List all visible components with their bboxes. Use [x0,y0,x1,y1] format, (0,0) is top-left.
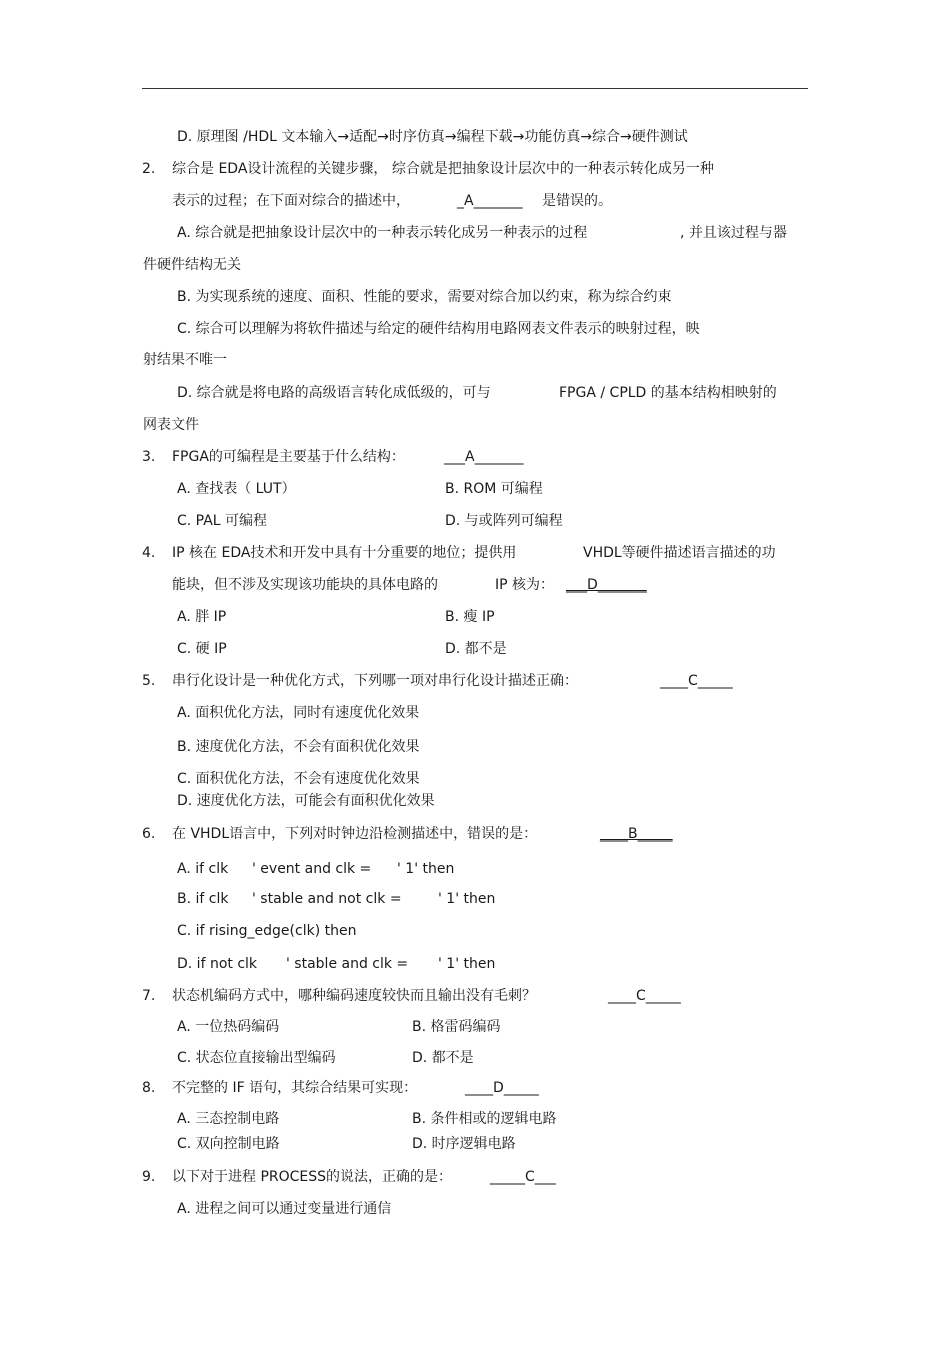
q7-number: 7. [142,988,156,1004]
q5-option-d: D. 速度优化方法，可能会有面积优化效果 [177,793,435,809]
q9-option-a: A. 进程之间可以通过变量进行通信 [177,1201,392,1217]
q4-option-c: C. 硬 IP [177,641,227,657]
q3-option-a: A. 查找表（ LUT） [177,481,296,497]
q7-option-c: C. 状态位直接输出型编码 [177,1050,336,1066]
q6-option-b-part3: ' 1' then [438,891,496,907]
q6-option-b-part2: ' stable and not clk = [252,891,402,907]
q8-number: 8. [142,1080,156,1096]
q2-answer: _A_______ [457,193,523,209]
q5-number: 5. [142,673,156,689]
q4-stem-line2-mid: IP 核为： [495,577,555,593]
q6-option-b-part1: B. if clk [177,891,229,907]
q3-answer: ___A_______ [444,449,524,465]
q3-option-d: D. 与或阵列可编程 [445,513,563,529]
q2-option-d-cont: 网表文件 [143,417,199,433]
q4-answer: ___D_______ [566,577,647,593]
q5-stem: 串行化设计是一种优化方式，下列哪一项对串行化设计描述正确： [172,673,578,689]
q5-option-c: C. 面积优化方法，不会有速度优化效果 [177,771,420,787]
q7-option-b: B. 格雷码编码 [412,1019,501,1035]
q2-option-a-tail: , 并且该过程与器 [680,225,787,241]
q7-option-a: A. 一位热码编码 [177,1019,280,1035]
q6-answer: ____B_____ [600,826,673,842]
q4-option-a: A. 胖 IP [177,609,227,625]
q7-stem: 状态机编码方式中，哪种编码速度较快而且输出没有毛刺？ [172,988,536,1004]
q2-stem-line2: 表示的过程；在下面对综合的描述中， [172,193,410,209]
q4-option-d: D. 都不是 [445,641,507,657]
q2-option-a-cont: 件硬件结构无关 [143,257,241,273]
q6-option-d-part1: D. if not clk [177,956,258,972]
q5-option-b: B. 速度优化方法，不会有面积优化效果 [177,739,420,755]
q2-option-c-cont: 射结果不唯一 [143,352,227,368]
q3-stem: FPGA的可编程是主要基于什么结构： [172,449,405,465]
q4-stem-line1-tail: VHDL等硬件描述语言描述的功 [583,545,776,561]
q9-answer: _____C___ [490,1169,556,1185]
q4-stem-line2: 能块，但不涉及实现该功能块的具体电路的 [172,577,438,593]
header-rule [142,88,808,89]
q3-option-b: B. ROM 可编程 [445,481,543,497]
q6-stem: 在 VHDL语言中，下列对时钟边沿检测描述中，错误的是： [172,826,538,842]
q2-option-d-tail: FPGA / CPLD 的基本结构相映射的 [559,385,777,401]
q6-option-c: C. if rising_edge(clk) then [177,923,357,939]
q1-option-d: D. 原理图 /HDL 文本输入→适配→时序仿真→编程下载→功能仿真→综合→硬件测试 [177,129,688,145]
q5-answer: ____C_____ [660,673,733,689]
q2-option-c: C. 综合可以理解为将软件描述与给定的硬件结构用电路网表文件表示的映射过程，映 [177,321,700,337]
q2-option-b: B. 为实现系统的速度、面积、性能的要求，需要对综合加以约束，称为综合约束 [177,289,672,305]
q2-number: 2. [142,161,156,177]
q8-option-d: D. 时序逻辑电路 [412,1136,516,1152]
q2-option-d: D. 综合就是将电路的高级语言转化成低级的，可与 [177,385,491,401]
q4-option-b: B. 瘦 IP [445,609,495,625]
q7-answer: ____C_____ [608,988,681,1004]
q9-stem: 以下对于进程 PROCESS的说法，正确的是： [172,1169,453,1185]
q9-number: 9. [142,1169,156,1185]
q2-option-a: A. 综合就是把抽象设计层次中的一种表示转化成另一种表示的过程 [177,225,588,241]
q8-option-a: A. 三态控制电路 [177,1111,280,1127]
q8-option-c: C. 双向控制电路 [177,1136,280,1152]
q2-stem-line1: 综合是 EDA设计流程的关键步骤， 综合就是把抽象设计层次中的一种表示转化成另一种 [172,161,714,177]
q8-option-b: B. 条件相或的逻辑电路 [412,1111,557,1127]
q3-option-c: C. PAL 可编程 [177,513,268,529]
q6-option-a-part2: ' event and clk = [252,861,372,877]
q2-stem-tail: 是错误的。 [542,193,612,209]
q4-stem-line1: IP 核在 EDA技术和开发中具有十分重要的地位；提供用 [172,545,517,561]
q8-answer: ____D_____ [465,1080,539,1096]
q5-option-a: A. 面积优化方法，同时有速度优化效果 [177,705,420,721]
q4-number: 4. [142,545,156,561]
q8-stem: 不完整的 IF 语句，其综合结果可实现： [172,1080,418,1096]
q6-option-a-part3: ' 1' then [397,861,455,877]
q6-number: 6. [142,826,156,842]
q3-number: 3. [142,449,156,465]
q6-option-d-part2: ' stable and clk = [286,956,409,972]
q7-option-d: D. 都不是 [412,1050,474,1066]
q6-option-a-part1: A. if clk [177,861,229,877]
q6-option-d-part3: ' 1' then [438,956,496,972]
